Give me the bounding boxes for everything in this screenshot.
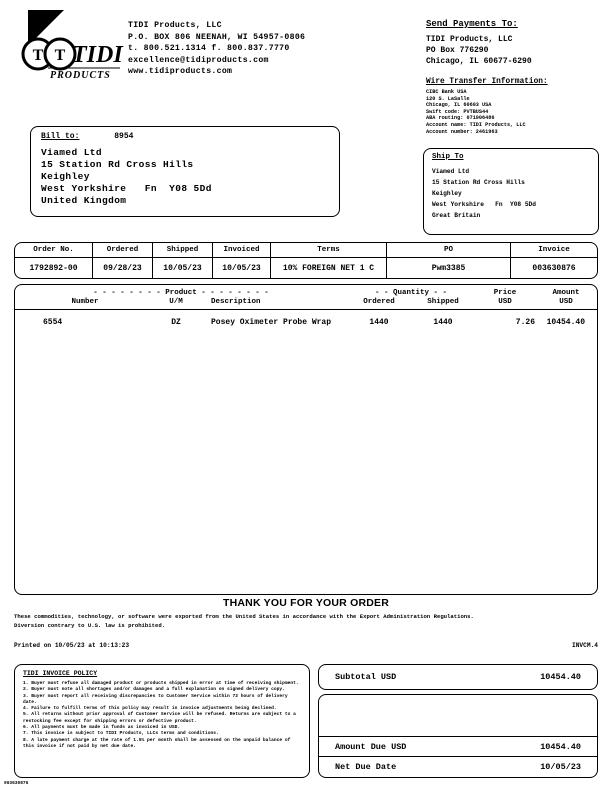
ship-to-box xyxy=(423,148,599,235)
item-qty-shipped: 1440 xyxy=(433,318,453,327)
logo-wordmark: TIDI xyxy=(72,42,123,68)
col-price-usd-header: USD xyxy=(498,298,512,306)
amount-group-header: Amount xyxy=(552,289,580,297)
item-description: Posey Oximeter Probe Wrap xyxy=(211,318,332,327)
amount-due-label: Amount Due USD xyxy=(335,741,407,752)
col-description-header: Description xyxy=(211,298,261,306)
policy-term: 6. All payments must be made in funds as invoiced in USD. xyxy=(23,725,181,731)
wire-transfer-section xyxy=(426,78,548,135)
send-payments-section xyxy=(426,19,532,67)
item-unit-price: 7.26 xyxy=(515,318,535,327)
policy-term: 5. All returns without prior approval of Customer Service will be refused. Returns are subject to a restocking fee except for shipping errors or defective product. xyxy=(23,712,296,724)
policy-term: 1. Buyer must refuse all damaged product or products shipped in error at time of receiving shipment. xyxy=(23,681,299,686)
export-notice-line1: These commodities, technology, or software were exported from the United States in accordance with the Export Administration Regulations. xyxy=(14,613,474,620)
item-number: 6554 xyxy=(43,318,63,327)
ship-to-address xyxy=(432,166,590,221)
bill-to-address-line: West Yorkshire Fn Y08 5Dd xyxy=(41,183,212,194)
po-value: Pwm3385 xyxy=(387,258,511,278)
export-notice-line2: Diversion contrary to U.S. law is prohibited. xyxy=(14,621,166,629)
ship-to-address-line: West Yorkshire Fn Y08 5Dd xyxy=(432,201,536,208)
send-payments-line: TIDI Products, LLC xyxy=(426,35,513,44)
order-summary-table xyxy=(14,242,598,279)
subtotal-value: 10454.40 xyxy=(540,672,581,682)
bill-to-address-line: Keighley xyxy=(41,171,90,182)
subtotal-row xyxy=(318,664,598,690)
wire-transfer-line: Account name: TIDI Products, LLC xyxy=(426,121,526,128)
wire-transfer-line: ABA routing: 071006486 xyxy=(426,115,495,122)
col-um-header: U/M xyxy=(169,298,183,306)
send-payments-title: Send Payments To: xyxy=(426,19,518,29)
form-code: INVCM.4 xyxy=(572,642,598,649)
logo-tagline: PRODUCTS xyxy=(50,70,111,81)
ordered-date-value: 09/28/23 xyxy=(93,258,153,278)
ship-to-address-line: 15 Station Rd Cross Hills xyxy=(432,179,525,186)
svg-text:T: T xyxy=(54,47,66,64)
bill-to-address-line: United Kingdom xyxy=(41,195,127,206)
terms-header: Terms xyxy=(271,243,387,258)
due-box-spacer xyxy=(319,695,597,737)
ship-to-title: Ship To xyxy=(432,153,464,161)
line-item-row xyxy=(15,318,597,327)
line-items-table xyxy=(14,284,598,595)
company-address: P.O. BOX 806 NEENAH, WI 54957-0806 xyxy=(128,32,306,42)
col-number-header: Number xyxy=(71,298,99,306)
tidi-logo xyxy=(12,8,128,82)
col-ordered-header: Ordered xyxy=(363,298,395,306)
amount-due-value: 10454.40 xyxy=(540,741,581,752)
wire-transfer-title: Wire Transfer Information: xyxy=(426,78,548,86)
policy-term: 4. Failure to fulfill terms of this policy may result in invoice adjustments being declined. xyxy=(23,706,277,712)
invoice-policy-box xyxy=(14,664,310,778)
invoiced-date-header: Invoiced xyxy=(213,243,271,258)
ship-to-address-line: Keighley xyxy=(432,190,462,197)
quantity-group-header: - - Quantity - - xyxy=(374,289,447,297)
price-group-header: Price xyxy=(493,289,517,297)
col-amount-usd-header: USD xyxy=(559,298,573,306)
net-due-date-label: Net Due Date xyxy=(335,762,397,772)
amount-due-box xyxy=(318,694,598,778)
policy-term: 8. A late payment charge at the rate of 1.5% per month shall be assessed on the unpaid balance of this invoice if not paid by net due date. xyxy=(23,737,291,749)
item-amount: 10454.40 xyxy=(546,318,585,327)
po-header: PO xyxy=(387,243,511,258)
bill-to-label: Bill to: xyxy=(41,132,80,141)
shipped-date-header: Shipped xyxy=(153,243,213,258)
policy-term: 7. This invoice is subject to TIDI Products, LLCs terms and conditions. xyxy=(23,731,219,737)
company-name: TIDI Products, LLC xyxy=(128,21,222,30)
item-qty-ordered: 1440 xyxy=(369,318,389,327)
company-info xyxy=(128,20,305,78)
bill-to-header xyxy=(41,132,329,141)
bill-to-account-number: 8954 xyxy=(114,132,134,141)
policy-term: 2. Buyer must note all shortages and/or damages and a full explanation on signed delivery copy. xyxy=(23,687,285,693)
ship-to-address-line: Great Britain xyxy=(432,212,481,219)
wire-transfer-line: Account number: 2461963 xyxy=(426,128,498,135)
line-items-group-headers xyxy=(15,289,597,297)
bill-to-address xyxy=(41,147,329,207)
thank-you-message: THANK YOU FOR YOUR ORDER xyxy=(222,597,389,609)
print-code: 003630876 xyxy=(4,781,29,786)
ship-to-address-line: Viamed Ltd xyxy=(432,168,470,175)
company-website: www.tidiproducts.com xyxy=(128,67,233,76)
invoice-no-header: Invoice xyxy=(511,243,597,258)
product-group-header: - - - - - - - - Product - - - - - - - - xyxy=(93,289,269,297)
send-payments-line: PO Box 776290 xyxy=(426,46,489,55)
invoice-no-value: 003630876 xyxy=(532,263,576,273)
bill-to-address-line: 15 Station Rd Cross Hills xyxy=(41,159,194,170)
invoiced-date-value: 10/05/23 xyxy=(213,258,271,278)
wire-transfer-line: Chicago, IL 60603 USA xyxy=(426,102,492,109)
net-due-date-value: 10/05/23 xyxy=(540,762,581,772)
shipped-date-value: 10/05/23 xyxy=(153,258,213,278)
invoice-policy-terms xyxy=(23,681,301,750)
wire-transfer-line: Swift code: PVTBUS44 xyxy=(426,108,489,115)
invoice-policy-title: TIDI INVOICE POLICY xyxy=(23,670,98,677)
amount-due-row xyxy=(319,737,597,757)
ordered-date-header: Ordered xyxy=(93,243,153,258)
printed-timestamp: Printed on 10/05/23 at 10:13:23 xyxy=(14,642,130,649)
subtotal-label: Subtotal USD xyxy=(335,672,397,682)
company-phone-fax: t. 800.521.1314 f. 800.837.7770 xyxy=(128,44,290,53)
export-notice xyxy=(14,613,474,630)
wire-transfer-line: 120 S. LaSalle xyxy=(426,95,470,102)
order-no-header: Order No. xyxy=(15,243,93,258)
svg-text:T: T xyxy=(32,47,44,64)
order-no-value: 1792892-00 xyxy=(15,258,93,278)
terms-value: 10% FOREIGN NET 1 C xyxy=(271,258,387,278)
line-items-column-headers xyxy=(15,298,597,306)
bill-to-box xyxy=(30,126,340,217)
company-email: excellence@tidiproducts.com xyxy=(128,55,269,65)
policy-term: 3. Buyer must report all receiving discrepancies to Customer Service within 72 hours of delivery date. xyxy=(23,693,288,705)
send-payments-line: Chicago, IL 60677-6290 xyxy=(426,57,532,66)
wire-transfer-line: CIBC Bank USA xyxy=(426,89,467,95)
item-um: DZ xyxy=(171,318,181,327)
col-shipped-header: Shipped xyxy=(427,298,459,306)
net-due-date-row xyxy=(319,757,597,777)
bill-to-address-line: Viamed Ltd xyxy=(41,147,103,158)
line-items-header xyxy=(15,285,597,310)
